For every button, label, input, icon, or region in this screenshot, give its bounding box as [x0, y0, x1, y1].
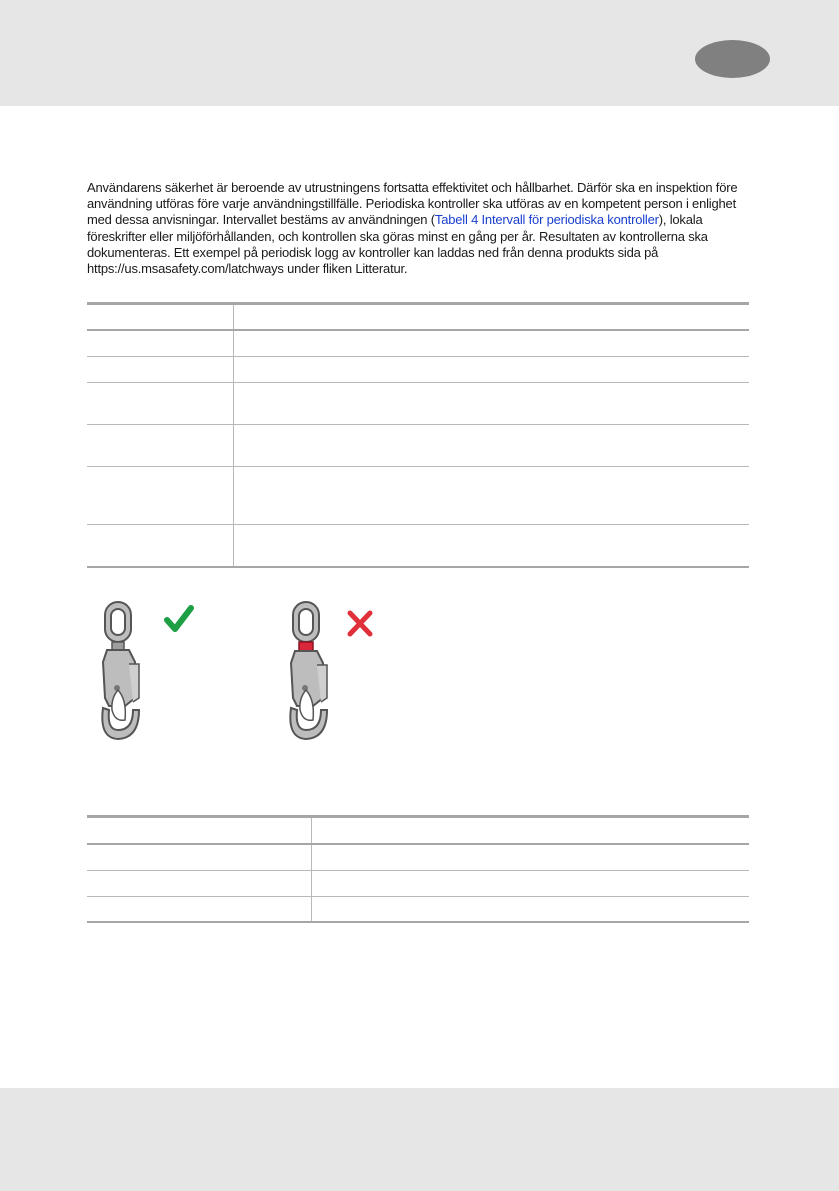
cross-icon	[350, 613, 370, 634]
check-icon	[167, 608, 191, 629]
table-row	[87, 425, 749, 467]
table-row	[87, 525, 749, 568]
intro-text-start: Användarens säkerhet är beroende av utrustningens fortsatta effektivitet och hållbarhet. Därför ska en inspektion före användning utföras före varje användningstillfälle. Periodiska kontroller ska utföras av en kompetent person i enlighet med dessa anvisningar. Intervallet bestäms av användningen (	[87, 180, 738, 228]
intro-paragraph	[87, 180, 749, 277]
table-row	[87, 845, 749, 871]
swivel-hook-correct-figure	[95, 598, 205, 744]
table-row	[87, 383, 749, 425]
table-row	[87, 467, 749, 525]
table-4-link[interactable]: Tabell 4 Intervall för periodiska kontroller	[434, 212, 659, 228]
page-number-badge	[695, 40, 770, 78]
swivel-hook-incorrect-figure	[283, 598, 393, 744]
intro-text-end: ), lokala föreskrifter eller miljöförhållanden, och kontrollen ska göras minst en gång per år. Resultaten av kontrollerna ska dokumenteras. Ett exempel på periodisk logg av kontroller kan laddas ned från denna produkts sida på https://us.msasafety.com/latchways under fliken Litteratur.	[87, 212, 708, 277]
table-header-row	[87, 305, 749, 331]
table-row	[87, 331, 749, 357]
table-row	[87, 871, 749, 897]
table-header-row	[87, 818, 749, 845]
table-row	[87, 357, 749, 383]
inspection-table	[87, 302, 749, 568]
defect-highlight	[299, 642, 313, 651]
page-footer-band	[0, 1088, 839, 1191]
inspection-interval-table	[87, 815, 749, 923]
table-row	[87, 897, 749, 923]
